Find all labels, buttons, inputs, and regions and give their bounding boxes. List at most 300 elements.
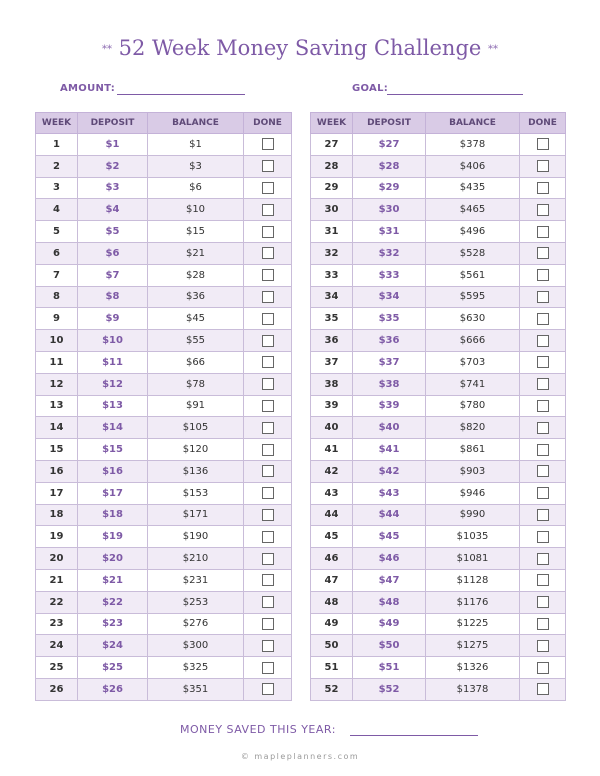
table-row — [311, 460, 566, 482]
balance-cell: $253 — [148, 591, 244, 613]
done-cell — [520, 591, 566, 613]
done-cell — [520, 548, 566, 570]
deposit-cell: $35 — [353, 308, 426, 330]
done-cell — [520, 482, 566, 504]
deposit-cell: $32 — [353, 242, 426, 264]
week-cell: 8 — [36, 286, 78, 308]
week-cell: 13 — [36, 395, 78, 417]
week-cell: 43 — [311, 482, 353, 504]
table-row — [36, 221, 292, 243]
balance-cell: $276 — [148, 613, 244, 635]
done-checkbox[interactable] — [537, 291, 549, 303]
deposit-cell: $3 — [78, 177, 148, 199]
done-cell — [520, 134, 566, 156]
table-row — [311, 526, 566, 548]
deposit-cell: $24 — [78, 635, 148, 657]
week-cell: 45 — [311, 526, 353, 548]
done-cell — [244, 373, 292, 395]
done-cell — [244, 134, 292, 156]
done-checkbox[interactable] — [537, 574, 549, 586]
done-cell — [244, 526, 292, 548]
header-deposit: DEPOSIT — [78, 113, 148, 134]
table-row — [311, 439, 566, 461]
done-cell — [244, 221, 292, 243]
done-checkbox[interactable] — [262, 640, 274, 652]
brand-footer: © mapleplanners.com — [240, 752, 360, 761]
week-cell: 22 — [36, 591, 78, 613]
done-checkbox[interactable] — [537, 487, 549, 499]
balance-cell: $6 — [148, 177, 244, 199]
table-row — [311, 548, 566, 570]
balance-cell: $666 — [426, 330, 520, 352]
deposit-cell: $38 — [353, 373, 426, 395]
deposit-cell: $47 — [353, 569, 426, 591]
deposit-cell: $28 — [353, 155, 426, 177]
table-row — [311, 351, 566, 373]
done-cell — [520, 439, 566, 461]
done-checkbox[interactable] — [537, 618, 549, 630]
week-cell: 30 — [311, 199, 353, 221]
week-cell: 48 — [311, 591, 353, 613]
done-cell — [244, 155, 292, 177]
balance-cell: $378 — [426, 134, 520, 156]
done-checkbox[interactable] — [537, 182, 549, 194]
balance-cell: $946 — [426, 482, 520, 504]
balance-cell: $1326 — [426, 657, 520, 679]
done-checkbox[interactable] — [537, 662, 549, 674]
done-checkbox[interactable] — [262, 618, 274, 630]
title-text: 52 Week Money Saving Challenge — [118, 36, 482, 60]
deposit-cell: $15 — [78, 439, 148, 461]
done-cell — [244, 482, 292, 504]
deposit-cell: $7 — [78, 264, 148, 286]
table-row — [311, 308, 566, 330]
done-cell — [520, 678, 566, 700]
deposit-cell: $5 — [78, 221, 148, 243]
week-cell: 47 — [311, 569, 353, 591]
balance-cell: $300 — [148, 635, 244, 657]
done-cell — [520, 351, 566, 373]
deposit-cell: $4 — [78, 199, 148, 221]
done-checkbox[interactable] — [537, 444, 549, 456]
table-row — [36, 613, 292, 635]
done-cell — [244, 613, 292, 635]
title-stars-left: ** — [101, 44, 112, 55]
balance-cell: $780 — [426, 395, 520, 417]
done-checkbox[interactable] — [537, 138, 549, 150]
deposit-cell: $40 — [353, 417, 426, 439]
deposit-cell: $6 — [78, 242, 148, 264]
done-cell — [520, 657, 566, 679]
week-cell: 17 — [36, 482, 78, 504]
done-checkbox[interactable] — [262, 335, 274, 347]
header-week: WEEK — [36, 113, 78, 134]
table-row — [311, 134, 566, 156]
balance-cell: $351 — [148, 678, 244, 700]
table-row — [36, 482, 292, 504]
done-checkbox[interactable] — [537, 400, 549, 412]
done-checkbox[interactable] — [262, 683, 274, 695]
done-cell — [520, 199, 566, 221]
table-row — [311, 613, 566, 635]
done-checkbox[interactable] — [262, 422, 274, 434]
balance-cell: $861 — [426, 439, 520, 461]
goal-field[interactable] — [387, 94, 523, 95]
done-checkbox[interactable] — [537, 422, 549, 434]
table-row — [36, 351, 292, 373]
balance-cell: $15 — [148, 221, 244, 243]
week-cell: 34 — [311, 286, 353, 308]
done-cell — [244, 395, 292, 417]
deposit-cell: $44 — [353, 504, 426, 526]
done-checkbox[interactable] — [537, 356, 549, 368]
table-row — [311, 678, 566, 700]
done-cell — [520, 613, 566, 635]
table-row — [36, 373, 292, 395]
balance-cell: $903 — [426, 460, 520, 482]
done-checkbox[interactable] — [537, 465, 549, 477]
week-cell: 35 — [311, 308, 353, 330]
done-cell — [520, 221, 566, 243]
balance-cell: $703 — [426, 351, 520, 373]
deposit-cell: $25 — [78, 657, 148, 679]
done-cell — [244, 569, 292, 591]
table-row — [36, 635, 292, 657]
week-cell: 23 — [36, 613, 78, 635]
header-balance: BALANCE — [426, 113, 520, 134]
week-cell: 42 — [311, 460, 353, 482]
done-checkbox[interactable] — [262, 465, 274, 477]
table-row — [311, 569, 566, 591]
balance-cell: $3 — [148, 155, 244, 177]
done-cell — [520, 308, 566, 330]
done-checkbox[interactable] — [537, 683, 549, 695]
table-row — [311, 417, 566, 439]
done-checkbox[interactable] — [537, 313, 549, 325]
done-checkbox[interactable] — [262, 226, 274, 238]
week-cell: 51 — [311, 657, 353, 679]
deposit-cell: $41 — [353, 439, 426, 461]
balance-cell: $120 — [148, 439, 244, 461]
table-row — [36, 591, 292, 613]
table-row — [311, 373, 566, 395]
balance-cell: $21 — [148, 242, 244, 264]
balance-cell: $1225 — [426, 613, 520, 635]
done-checkbox[interactable] — [537, 640, 549, 652]
done-checkbox[interactable] — [537, 247, 549, 259]
week-cell: 21 — [36, 569, 78, 591]
balance-cell: $231 — [148, 569, 244, 591]
done-cell — [520, 177, 566, 199]
table-row — [311, 591, 566, 613]
title-stars-right: ** — [488, 44, 499, 55]
done-checkbox[interactable] — [262, 596, 274, 608]
done-cell — [520, 460, 566, 482]
deposit-cell: $43 — [353, 482, 426, 504]
deposit-cell: $12 — [78, 373, 148, 395]
deposit-cell: $2 — [78, 155, 148, 177]
done-checkbox[interactable] — [537, 378, 549, 390]
table-row — [311, 199, 566, 221]
deposit-cell: $29 — [353, 177, 426, 199]
week-cell: 15 — [36, 439, 78, 461]
table-row — [311, 635, 566, 657]
balance-cell: $78 — [148, 373, 244, 395]
deposit-cell: $52 — [353, 678, 426, 700]
done-checkbox[interactable] — [262, 531, 274, 543]
deposit-cell: $34 — [353, 286, 426, 308]
deposit-cell: $51 — [353, 657, 426, 679]
balance-cell: $153 — [148, 482, 244, 504]
balance-cell: $136 — [148, 460, 244, 482]
deposit-cell: $10 — [78, 330, 148, 352]
balance-cell: $990 — [426, 504, 520, 526]
header-done: DONE — [520, 113, 566, 134]
week-cell: 19 — [36, 526, 78, 548]
done-cell — [244, 264, 292, 286]
deposit-cell: $17 — [78, 482, 148, 504]
done-cell — [520, 635, 566, 657]
done-checkbox[interactable] — [537, 596, 549, 608]
table-row — [36, 395, 292, 417]
done-checkbox[interactable] — [262, 313, 274, 325]
balance-cell: $55 — [148, 330, 244, 352]
done-cell — [244, 286, 292, 308]
balance-cell: $1378 — [426, 678, 520, 700]
done-cell — [244, 242, 292, 264]
done-checkbox[interactable] — [262, 356, 274, 368]
done-cell — [520, 330, 566, 352]
table-row — [311, 177, 566, 199]
table-row — [36, 417, 292, 439]
done-cell — [244, 591, 292, 613]
balance-cell: $325 — [148, 657, 244, 679]
week-cell: 40 — [311, 417, 353, 439]
week-cell: 29 — [311, 177, 353, 199]
goal-label: GOAL: — [352, 83, 389, 94]
deposit-cell: $9 — [78, 308, 148, 330]
deposit-cell: $20 — [78, 548, 148, 570]
deposit-cell: $1 — [78, 134, 148, 156]
deposit-cell: $50 — [353, 635, 426, 657]
done-checkbox[interactable] — [262, 400, 274, 412]
header-week: WEEK — [311, 113, 353, 134]
done-checkbox[interactable] — [262, 662, 274, 674]
done-checkbox[interactable] — [262, 509, 274, 521]
done-cell — [244, 635, 292, 657]
table-row — [36, 569, 292, 591]
balance-cell: $406 — [426, 155, 520, 177]
week-cell: 7 — [36, 264, 78, 286]
balance-cell: $496 — [426, 221, 520, 243]
done-cell — [244, 351, 292, 373]
done-checkbox[interactable] — [262, 160, 274, 172]
done-checkbox[interactable] — [262, 247, 274, 259]
week-cell: 9 — [36, 308, 78, 330]
done-checkbox[interactable] — [537, 531, 549, 543]
week-cell: 33 — [311, 264, 353, 286]
done-checkbox[interactable] — [262, 138, 274, 150]
done-cell — [244, 678, 292, 700]
balance-cell: $741 — [426, 373, 520, 395]
deposit-cell: $26 — [78, 678, 148, 700]
done-checkbox[interactable] — [537, 509, 549, 521]
deposit-cell: $13 — [78, 395, 148, 417]
header-done: DONE — [244, 113, 292, 134]
table-row — [36, 439, 292, 461]
deposit-cell: $49 — [353, 613, 426, 635]
amount-field[interactable] — [117, 94, 245, 95]
deposit-cell: $46 — [353, 548, 426, 570]
done-cell — [244, 460, 292, 482]
weeks-table-right — [310, 112, 566, 701]
week-cell: 50 — [311, 635, 353, 657]
balance-cell: $190 — [148, 526, 244, 548]
deposit-cell: $23 — [78, 613, 148, 635]
table-row — [311, 504, 566, 526]
week-cell: 2 — [36, 155, 78, 177]
money-saved-field[interactable] — [350, 735, 478, 736]
week-cell: 14 — [36, 417, 78, 439]
week-cell: 16 — [36, 460, 78, 482]
week-cell: 5 — [36, 221, 78, 243]
week-cell: 39 — [311, 395, 353, 417]
week-cell: 10 — [36, 330, 78, 352]
deposit-cell: $42 — [353, 460, 426, 482]
done-checkbox[interactable] — [537, 553, 549, 565]
week-cell: 52 — [311, 678, 353, 700]
done-cell — [520, 395, 566, 417]
deposit-cell: $39 — [353, 395, 426, 417]
balance-cell: $1035 — [426, 526, 520, 548]
balance-cell: $171 — [148, 504, 244, 526]
week-cell: 36 — [311, 330, 353, 352]
done-checkbox[interactable] — [262, 378, 274, 390]
done-cell — [244, 439, 292, 461]
week-cell: 25 — [36, 657, 78, 679]
table-row — [311, 242, 566, 264]
week-cell: 3 — [36, 177, 78, 199]
balance-cell: $1176 — [426, 591, 520, 613]
amount-label: AMOUNT: — [60, 83, 116, 94]
deposit-cell: $16 — [78, 460, 148, 482]
table-row — [36, 526, 292, 548]
week-cell: 46 — [311, 548, 353, 570]
deposit-cell: $19 — [78, 526, 148, 548]
done-checkbox[interactable] — [262, 291, 274, 303]
balance-cell: $1275 — [426, 635, 520, 657]
table-row — [36, 155, 292, 177]
done-cell — [244, 548, 292, 570]
table-row — [36, 678, 292, 700]
week-cell: 18 — [36, 504, 78, 526]
balance-cell: $1 — [148, 134, 244, 156]
done-checkbox[interactable] — [262, 204, 274, 216]
done-cell — [520, 155, 566, 177]
done-checkbox[interactable] — [262, 553, 274, 565]
balance-cell: $1128 — [426, 569, 520, 591]
weeks-table-left — [35, 112, 292, 701]
balance-cell: $105 — [148, 417, 244, 439]
deposit-cell: $31 — [353, 221, 426, 243]
done-cell — [520, 264, 566, 286]
week-cell: 31 — [311, 221, 353, 243]
deposit-cell: $21 — [78, 569, 148, 591]
table-row — [311, 330, 566, 352]
table-row — [36, 286, 292, 308]
week-cell: 44 — [311, 504, 353, 526]
deposit-cell: $48 — [353, 591, 426, 613]
table-row — [36, 308, 292, 330]
table-row — [36, 460, 292, 482]
balance-cell: $66 — [148, 351, 244, 373]
week-cell: 28 — [311, 155, 353, 177]
done-checkbox[interactable] — [537, 335, 549, 347]
done-cell — [520, 286, 566, 308]
done-checkbox[interactable] — [262, 269, 274, 281]
balance-cell: $465 — [426, 199, 520, 221]
deposit-cell: $33 — [353, 264, 426, 286]
table-row — [36, 548, 292, 570]
done-cell — [520, 373, 566, 395]
table-row — [311, 221, 566, 243]
table-row — [36, 330, 292, 352]
deposit-cell: $30 — [353, 199, 426, 221]
deposit-cell: $18 — [78, 504, 148, 526]
week-cell: 12 — [36, 373, 78, 395]
table-row — [311, 155, 566, 177]
week-cell: 38 — [311, 373, 353, 395]
page-title — [0, 36, 600, 60]
done-checkbox[interactable] — [537, 226, 549, 238]
balance-cell: $210 — [148, 548, 244, 570]
table-row — [36, 657, 292, 679]
done-cell — [244, 308, 292, 330]
balance-cell: $561 — [426, 264, 520, 286]
done-checkbox[interactable] — [262, 574, 274, 586]
done-checkbox[interactable] — [262, 487, 274, 499]
deposit-cell: $45 — [353, 526, 426, 548]
deposit-cell: $27 — [353, 134, 426, 156]
balance-cell: $28 — [148, 264, 244, 286]
balance-cell: $435 — [426, 177, 520, 199]
done-checkbox[interactable] — [262, 444, 274, 456]
done-cell — [244, 199, 292, 221]
balance-cell: $10 — [148, 199, 244, 221]
money-saved-label: MONEY SAVED THIS YEAR: — [180, 723, 336, 736]
balance-cell: $630 — [426, 308, 520, 330]
week-cell: 4 — [36, 199, 78, 221]
header-deposit: DEPOSIT — [353, 113, 426, 134]
balance-cell: $91 — [148, 395, 244, 417]
week-cell: 41 — [311, 439, 353, 461]
done-cell — [520, 504, 566, 526]
done-cell — [244, 177, 292, 199]
deposit-cell: $14 — [78, 417, 148, 439]
done-cell — [520, 526, 566, 548]
done-cell — [244, 330, 292, 352]
done-checkbox[interactable] — [537, 160, 549, 172]
week-cell: 27 — [311, 134, 353, 156]
done-checkbox[interactable] — [537, 204, 549, 216]
deposit-cell: $36 — [353, 330, 426, 352]
table-row — [36, 504, 292, 526]
week-cell: 32 — [311, 242, 353, 264]
balance-cell: $820 — [426, 417, 520, 439]
done-checkbox[interactable] — [537, 269, 549, 281]
table-row — [36, 134, 292, 156]
done-checkbox[interactable] — [262, 182, 274, 194]
